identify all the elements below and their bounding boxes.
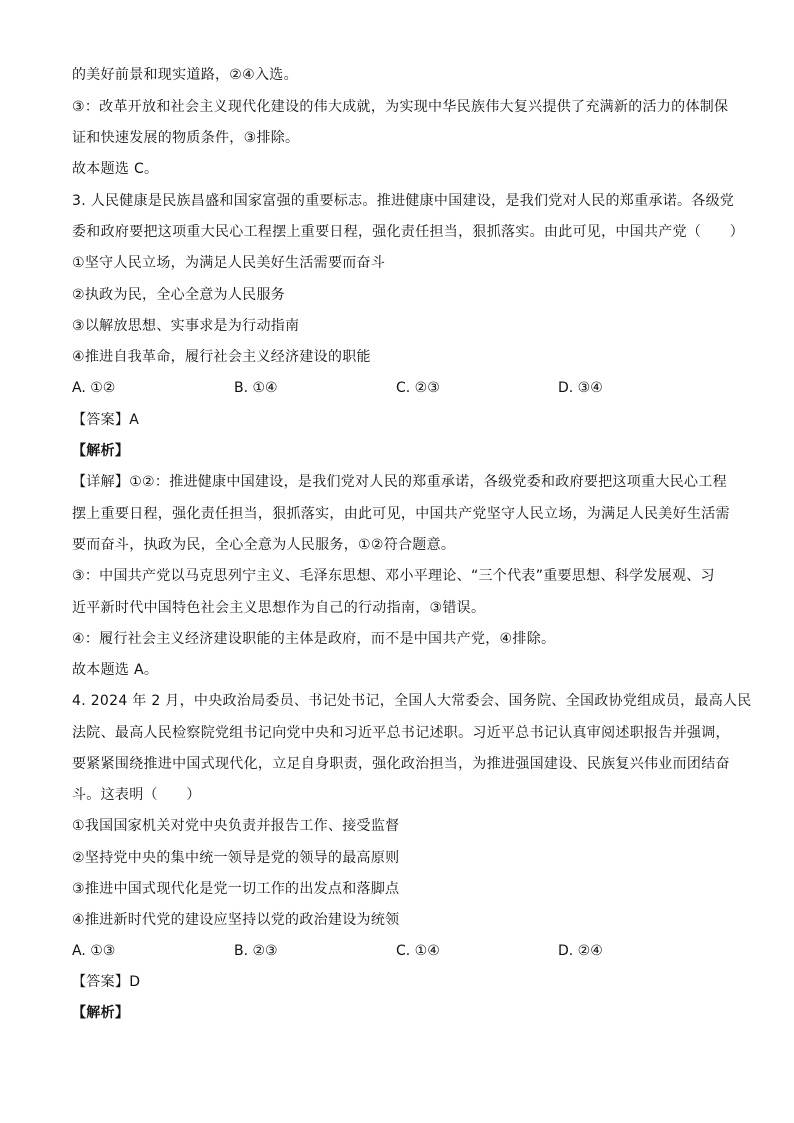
question-4-statement: ③推进中国式现代化是党一切工作的出发点和落脚点 [72, 881, 400, 897]
question-3-detail: 近平新时代中国特色社会主义思想作为自己的行动指南，③错误。 [72, 600, 486, 616]
question-4-answer: 【答案】D [72, 974, 141, 990]
question-4-stem: 法院、最高人民检察院党组书记向党中央和习近平总书记述职。习近平总书记认真审阅述职报告并强调， [72, 725, 730, 741]
question-3-analysis-label: 【解析】 [72, 443, 130, 459]
question-4-stem: 斗。这表明（ ） [72, 787, 201, 803]
option-a: A. ①③ [72, 943, 116, 959]
option-b: B. ①④ [234, 380, 278, 396]
question-3-stem: 委和政府要把这项重大民心工程摆上重要日程，强化责任担当，狠抓落实。由此可见，中国共产党（ ） [72, 224, 745, 240]
question-4-statement: ①我国国家机关对党中央负责并报告工作、接受监督 [72, 818, 400, 834]
question-4-stem: 4. 2024 年 2 月，中央政治局委员、书记处书记，全国人大常委会、国务院、全国政协党组成员，最高人民 [72, 693, 752, 709]
question-3-detail: 故本题选 A。 [72, 662, 159, 678]
option-b: B. ②③ [234, 943, 278, 959]
question-3-detail: 摆上重要日程，强化责任担当，狠抓落实，由此可见，中国共产党坚守人民立场，为满足人民美好生活需 [72, 506, 730, 522]
question-3-detail: 要而奋斗，执政为民，全心全意为人民服务，①②符合题意。 [72, 537, 456, 553]
text-line: 故本题选 C。 [72, 161, 159, 177]
question-4-stem: 要紧紧围绕推进中国式现代化，立足自身职责，强化政治担当，为推进强国建设、民族复兴伟业而团结奋 [72, 756, 730, 772]
option-c: C. ②③ [396, 380, 440, 396]
question-4-statement: ④推进新时代党的建设应坚持以党的政治建设为统领 [72, 912, 400, 928]
option-c: C. ①④ [396, 943, 440, 959]
question-3-statement: ①坚守人民立场，为满足人民美好生活需要而奋斗 [72, 255, 386, 271]
question-3-answer: 【答案】A [72, 412, 140, 428]
question-4-statement: ②坚持党中央的集中统一领导是党的领导的最高原则 [72, 850, 400, 866]
question-3-stem: 3. 人民健康是民族昌盛和国家富强的重要标志。推进健康中国建设，是我们党对人民的郑重承诺。各级党 [72, 193, 735, 209]
question-3-detail: 【详解】①②：推进健康中国建设，是我们党对人民的郑重承诺，各级党委和政府要把这项重大民心工程 [72, 474, 727, 490]
question-3-statement: ②执政为民，全心全意为人民服务 [72, 287, 286, 303]
option-a: A. ①② [72, 380, 116, 396]
question-3-detail: ③：中国共产党以马克思列宁主义、毛泽东思想、邓小平理论、“三个代表”重要思想、科学发展观、习 [72, 568, 715, 584]
text-line: 的美好前景和现实道路，②④入选。 [72, 67, 298, 83]
option-d: D. ②④ [558, 943, 603, 959]
question-3-statement: ③以解放思想、实事求是为行动指南 [72, 318, 300, 334]
question-4-analysis-label: 【解析】 [72, 1005, 130, 1021]
text-line: ③：改革开放和社会主义现代化建设的伟大成就，为实现中华民族伟大复兴提供了充满新的活力的体制保 [72, 99, 729, 115]
text-line: 证和快速发展的物质条件，③排除。 [72, 130, 300, 146]
question-3-statement: ④推进自我革命，履行社会主义经济建设的职能 [72, 349, 371, 365]
question-3-detail: ④：履行社会主义经济建设职能的主体是政府，而不是中国共产党，④排除。 [72, 631, 556, 647]
option-d: D. ③④ [558, 380, 603, 396]
